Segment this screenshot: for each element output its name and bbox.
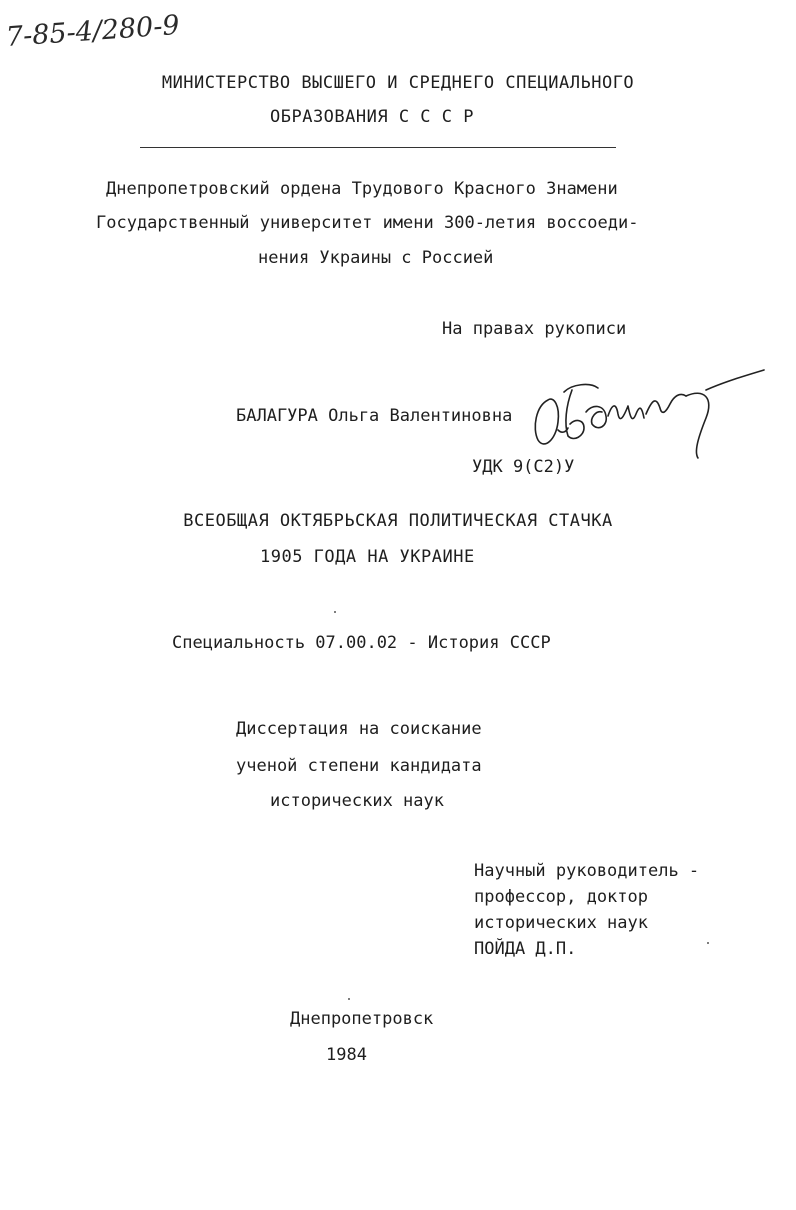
university-line-2: Государственный университет имени 300-летия воссоеди- [96, 213, 639, 233]
author-name: БАЛАГУРА Ольга Валентиновна [236, 406, 513, 426]
dissertation-line-3: исторических наук [270, 791, 444, 811]
rights-note: На правах рукописи [442, 319, 627, 339]
thesis-title-line-2: 1905 ГОДА НА УКРАИНЕ [260, 547, 475, 567]
supervisor-line-3: исторических наук [474, 913, 648, 933]
year: 1984 [326, 1045, 367, 1065]
header-divider [140, 147, 616, 148]
supervisor-name: ПОЙДА Д.П. [474, 939, 577, 959]
udc-code: УДК 9(С2)У [472, 457, 575, 477]
thesis-title-line-1: ВСЕОБЩАЯ ОКТЯБРЬСКАЯ ПОЛИТИЧЕСКАЯ СТАЧКА [183, 511, 613, 531]
supervisor-line-2: профессор, доктор [474, 887, 648, 907]
supervisor-line-1: Научный руководитель - [474, 861, 700, 881]
paper-speck [707, 942, 709, 944]
city: Днепропетровск [290, 1009, 434, 1029]
paper-speck [348, 998, 350, 1000]
ministry-line-1: МИНИСТЕРСТВО ВЫСШЕГО И СРЕДНЕГО СПЕЦИАЛЬНОГО [161, 73, 635, 93]
dissertation-line-1: Диссертация на соискание [236, 719, 482, 739]
specialty: Специальность 07.00.02 - История СССР [172, 633, 551, 653]
dissertation-line-2: ученой степени кандидата [236, 756, 482, 776]
archive-code-handwritten: 7-85-4/280-9 [4, 9, 181, 53]
paper-speck [334, 611, 336, 613]
author-signature [528, 366, 768, 462]
ministry-line-2: ОБРАЗОВАНИЯ С С С Р [270, 107, 474, 127]
university-line-3: нения Украины с Россией [258, 248, 494, 268]
university-line-1: Днепропетровский ордена Трудового Красного Знамени [106, 179, 618, 199]
